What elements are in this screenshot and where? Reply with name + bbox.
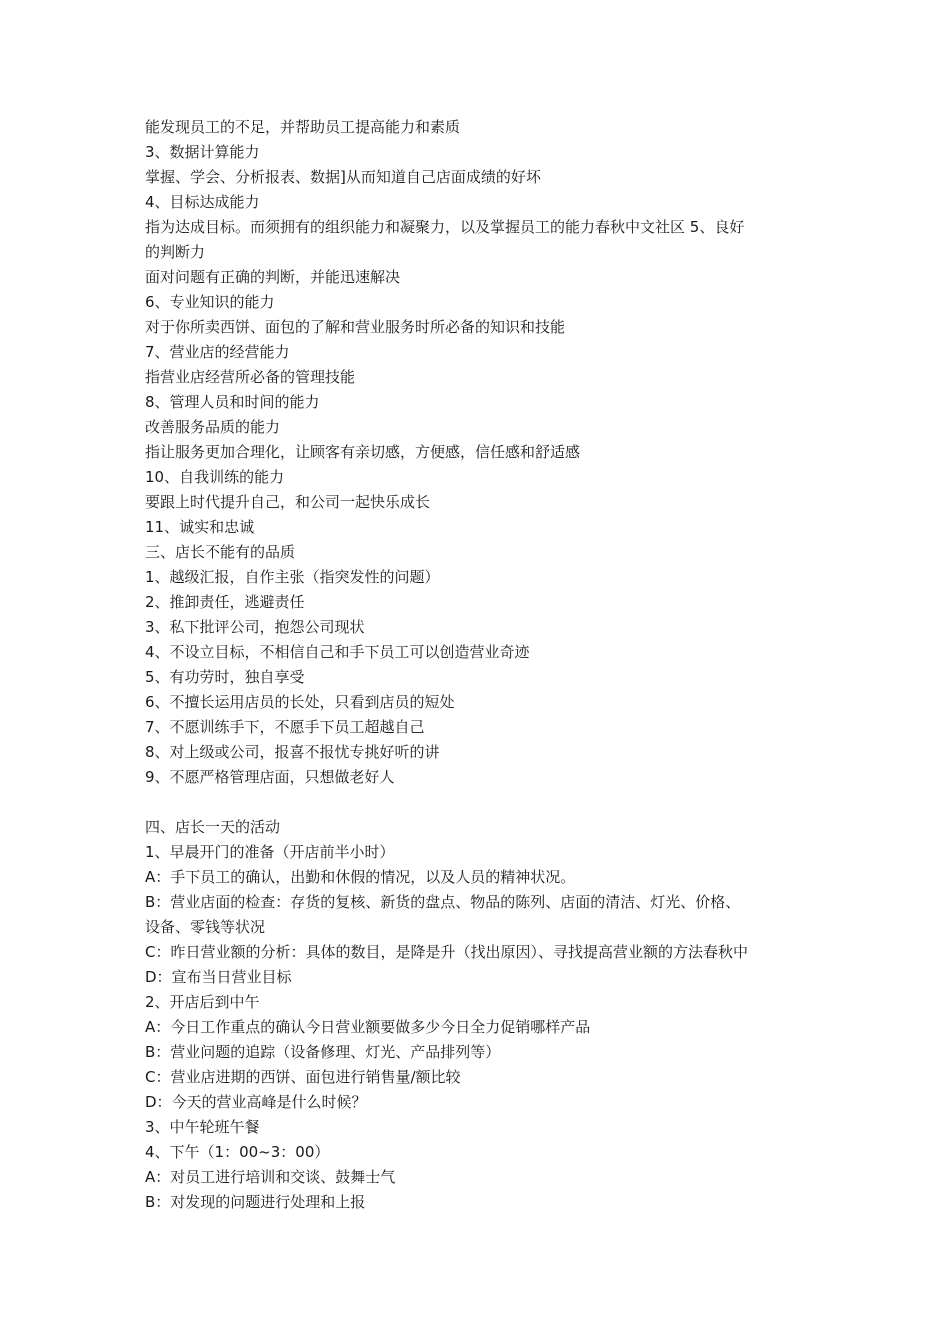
text-line: 设备、零钱等状况	[145, 918, 266, 936]
text-line: 的判断力	[145, 243, 206, 261]
text-line: 三、店长不能有的品质	[145, 543, 296, 561]
text-line	[145, 790, 810, 815]
text-line: 指让服务更加合理化，让顾客有亲切感，方便感，信任感和舒适感	[145, 443, 581, 461]
text-line: A：手下员工的确认，出勤和休假的情况，以及人员的精神状况。	[145, 868, 576, 886]
text-line: 4、目标达成能力	[145, 193, 260, 211]
text-line: 面对问题有正确的判断，并能迅速解决	[145, 268, 401, 286]
text-line: 指为达成目标。而须拥有的组织能力和凝聚力，以及掌握员工的能力春秋中文社区 5、良好	[145, 218, 745, 236]
text-line: 改善服务品质的能力	[145, 418, 281, 436]
text-line: B：营业店面的检查：存货的复核、新货的盘点、物品的陈列、店面的清洁、灯光、价格、	[145, 893, 741, 911]
text-line: 6、专业知识的能力	[145, 293, 275, 311]
text-line: 掌握、学会、分析报表、数据]从而知道自己店面成绩的好坏	[145, 168, 541, 186]
text-line: 对于你所卖西饼、面包的了解和营业服务时所必备的知识和技能	[145, 318, 566, 336]
text-line: 四、店长一天的活动	[145, 818, 281, 836]
document-body	[145, 115, 810, 1215]
text-line: D：今天的营业高峰是什么时候？	[145, 1093, 367, 1111]
text-line: A：今日工作重点的确认今日营业额要做多少今日全力促销哪样产品	[145, 1018, 591, 1036]
text-line: 3、中午轮班午餐	[145, 1118, 260, 1136]
text-line: 7、营业店的经营能力	[145, 343, 290, 361]
text-line: 能发现员工的不足，并帮助员工提高能力和素质	[145, 118, 461, 136]
text-line: 10、自我训练的能力	[145, 468, 285, 486]
text-line: 7、不愿训练手下，不愿手下员工超越自己	[145, 718, 425, 736]
text-line: C：昨日营业额的分析：具体的数目，是降是升（找出原因）、寻找提高营业额的方法春秋中	[145, 943, 748, 961]
text-line: 1、早晨开门的准备（开店前半小时）	[145, 843, 395, 861]
text-line: B：营业问题的追踪（设备修理、灯光、产品排列等）	[145, 1043, 501, 1061]
text-line: 1、越级汇报，自作主张（指突发性的问题）	[145, 568, 440, 586]
text-line: 5、有功劳时，独自享受	[145, 668, 305, 686]
text-line: 8、对上级或公司，报喜不报忧专挑好听的讲	[145, 743, 440, 761]
text-line: 3、数据计算能力	[145, 143, 260, 161]
text-line: 2、开店后到中午	[145, 993, 260, 1011]
text-line: A：对员工进行培训和交谈、鼓舞士气	[145, 1168, 396, 1186]
text-line: 4、不设立目标，不相信自己和手下员工可以创造营业奇迹	[145, 643, 530, 661]
text-line: 要跟上时代提升自己，和公司一起快乐成长	[145, 493, 431, 511]
text-line: 8、管理人员和时间的能力	[145, 393, 320, 411]
text-line: 2、推卸责任，逃避责任	[145, 593, 305, 611]
text-line: 指营业店经营所必备的管理技能	[145, 368, 356, 386]
text-line: D：宣布当日营业目标	[145, 968, 292, 986]
text-line: 4、下午（1：00~3：00）	[145, 1143, 330, 1161]
text-line: B：对发现的问题进行处理和上报	[145, 1193, 366, 1211]
text-line: 3、私下批评公司，抱怨公司现状	[145, 618, 365, 636]
text-line: 11、诚实和忠诚	[145, 518, 255, 536]
text-line: C：营业店进期的西饼、面包进行销售量/额比较	[145, 1068, 461, 1086]
text-line: 9、不愿严格管理店面，只想做老好人	[145, 768, 395, 786]
text-line: 6、不擅长运用店员的长处，只看到店员的短处	[145, 693, 455, 711]
